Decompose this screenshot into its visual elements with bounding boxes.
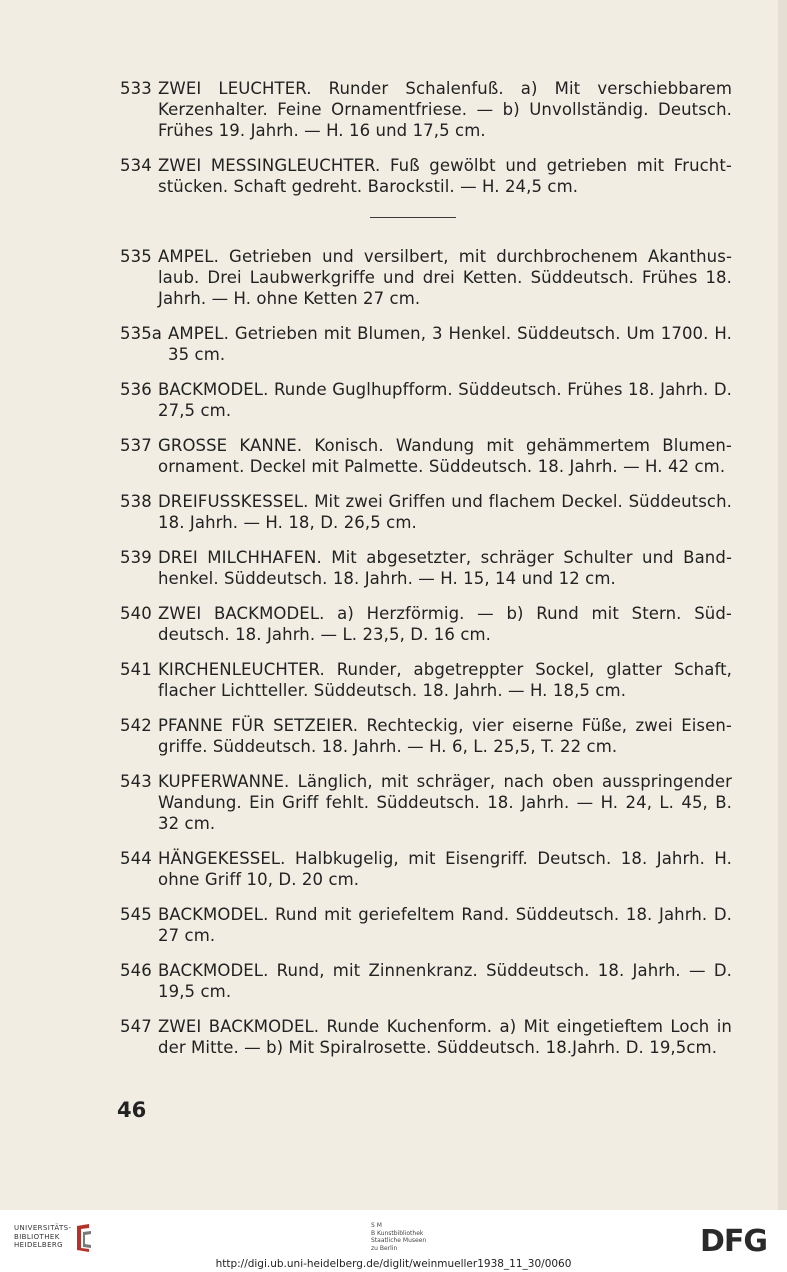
university-library-logo — [14, 1224, 71, 1250]
entry-number: 544 — [120, 849, 152, 868]
section-divider — [370, 217, 456, 218]
entry-number: 542 — [120, 716, 152, 735]
entry-description: DREI MILCHHAFEN. Mit abgesetzter, schräger Schulter und Band-henkel. Süddeutsch. 18. Jahrh. — H. 15, 14 und 12 cm. — [158, 548, 732, 588]
entry-number: 538 — [120, 492, 152, 511]
entry-number: 536 — [120, 380, 152, 399]
catalog-entry — [120, 603, 732, 645]
museum-credit-line: B Kunstbibliothek — [371, 1229, 424, 1237]
catalog-entry — [120, 155, 732, 197]
catalog-entry — [120, 491, 732, 533]
entry-description: HÄNGEKESSEL. Halbkugelig, mit Eisengriff. Deutsch. 18. Jahrh. H. ohne Griff 10, D. 20 cm. — [158, 849, 732, 889]
entry-list-top — [120, 78, 732, 197]
footer-bar — [0, 1210, 787, 1272]
entry-description: ZWEI LEUCHTER. Runder Schalenfuß. a) Mit verschiebbarem Kerzenhalter. Feine Ornamentfriese. — b) Unvollständig. Deutsch. Frühes 19. Jahrh. — H. 16 und 17,5 cm. — [158, 79, 732, 140]
museum-credit-line: Staatliche Museen — [371, 1237, 427, 1244]
entry-description: PFANNE FÜR SETZEIER. Rechteckig, vier eiserne Füße, zwei Eisen-griffe. Süddeutsch. 18. Jahrh. — H. 6, L. 25,5, T. 22 cm. — [158, 716, 732, 756]
entry-description: AMPEL. Getrieben und versilbert, mit durchbrochenem Akanthus-laub. Drei Laubwerkgriffe und drei Ketten. Süddeutsch. Frühes 18. Jahrh. — H. ohne Ketten 27 cm. — [158, 247, 732, 308]
entry-description: GROSSE KANNE. Konisch. Wandung mit gehämmertem Blumen-ornament. Deckel mit Palmette. Süddeutsch. 18. Jahrh. — H. 42 cm. — [158, 436, 732, 476]
catalog-entry — [120, 715, 732, 757]
entry-list-bottom — [120, 246, 732, 1058]
catalog-entry — [120, 848, 732, 890]
catalog-entry — [120, 659, 732, 701]
entry-description: BACKMODEL. Rund, mit Zinnenkranz. Süddeutsch. 18. Jahrh. — D. 19,5 cm. — [158, 961, 732, 1001]
entry-number: 533 — [120, 79, 152, 98]
entry-description: BACKMODEL. Rund mit geriefeltem Rand. Süddeutsch. 18. Jahrh. D. 27 cm. — [158, 905, 732, 945]
catalog-entries — [120, 78, 732, 1072]
entry-description: KIRCHENLEUCHTER. Runder, abgetreppter Sockel, glatter Schaft, flacher Lichtteller. Süddeutsch. 18. Jahrh. — H. 18,5 cm. — [158, 660, 732, 700]
entry-number: 543 — [120, 772, 152, 791]
permalink-url[interactable]: http://digi.ub.uni-heidelberg.de/diglit/weinmueller1938_11_30/0060 — [215, 1258, 572, 1270]
entry-number: 545 — [120, 905, 152, 924]
catalog-entry — [120, 771, 732, 834]
entry-description: AMPEL. Getrieben mit Blumen, 3 Henkel. Süddeutsch. Um 1700. H. 35 cm. — [168, 324, 732, 364]
entry-description: DREIFUSSKESSEL. Mit zwei Griffen und flachem Deckel. Süddeutsch. 18. Jahrh. — H. 18, D. 26,5 cm. — [158, 492, 732, 532]
entry-number: 546 — [120, 961, 152, 980]
museum-credit — [371, 1222, 426, 1252]
entry-description: ZWEI BACKMODEL. Runde Kuchenform. a) Mit eingetieftem Loch in der Mitte. — b) Mit Spiralrosette. Süddeutsch. 18.Jahrh. D. 19,5cm. — [158, 1017, 732, 1057]
catalog-entry — [120, 904, 732, 946]
museum-credit-line: S M — [371, 1222, 382, 1229]
entry-description: KUPFERWANNE. Länglich, mit schräger, nach oben ausspringender Wandung. Ein Griff fehlt. Süddeutsch. 18. Jahrh. — H. 24, L. 45, B. 32 cm. — [158, 772, 732, 833]
catalog-entry — [120, 547, 732, 589]
entry-number: 540 — [120, 604, 152, 623]
university-logo-line: BIBLIOTHEK — [14, 1232, 60, 1241]
dfg-logo: DFG — [700, 1224, 768, 1259]
page-edge — [778, 0, 787, 1210]
catalog-entry — [120, 379, 732, 421]
catalog-entry — [120, 246, 732, 309]
catalog-entry — [120, 78, 732, 141]
entry-number: 541 — [120, 660, 152, 679]
page-number: 46 — [117, 1098, 147, 1122]
catalog-entry — [120, 435, 732, 477]
catalog-entry — [120, 1016, 732, 1058]
entry-number: 539 — [120, 548, 152, 567]
university-mark-icon — [71, 1222, 95, 1254]
entry-number: 537 — [120, 436, 152, 455]
university-logo-line: HEIDELBERG — [14, 1241, 63, 1249]
catalog-entry — [120, 323, 732, 365]
entry-description: BACKMODEL. Runde Guglhupfform. Süddeutsch. Frühes 18. Jahrh. D. 27,5 cm. — [158, 380, 732, 420]
museum-credit-line: zu Berlin — [371, 1244, 398, 1252]
entry-number: 534 — [120, 156, 152, 175]
entry-number: 547 — [120, 1017, 152, 1036]
entry-number: 535a — [120, 324, 163, 343]
entry-description: ZWEI BACKMODEL. a) Herzförmig. — b) Rund mit Stern. Süd-deutsch. 18. Jahrh. — L. 23,5, D. 16 cm. — [158, 604, 732, 644]
university-logo-line: UNIVERSITÄTS- — [14, 1224, 72, 1232]
entry-number: 535 — [120, 247, 152, 266]
entry-description: ZWEI MESSINGLEUCHTER. Fuß gewölbt und getrieben mit Frucht-stücken. Schaft gedreht. Barockstil. — H. 24,5 cm. — [158, 156, 732, 196]
catalog-entry — [120, 960, 732, 1002]
